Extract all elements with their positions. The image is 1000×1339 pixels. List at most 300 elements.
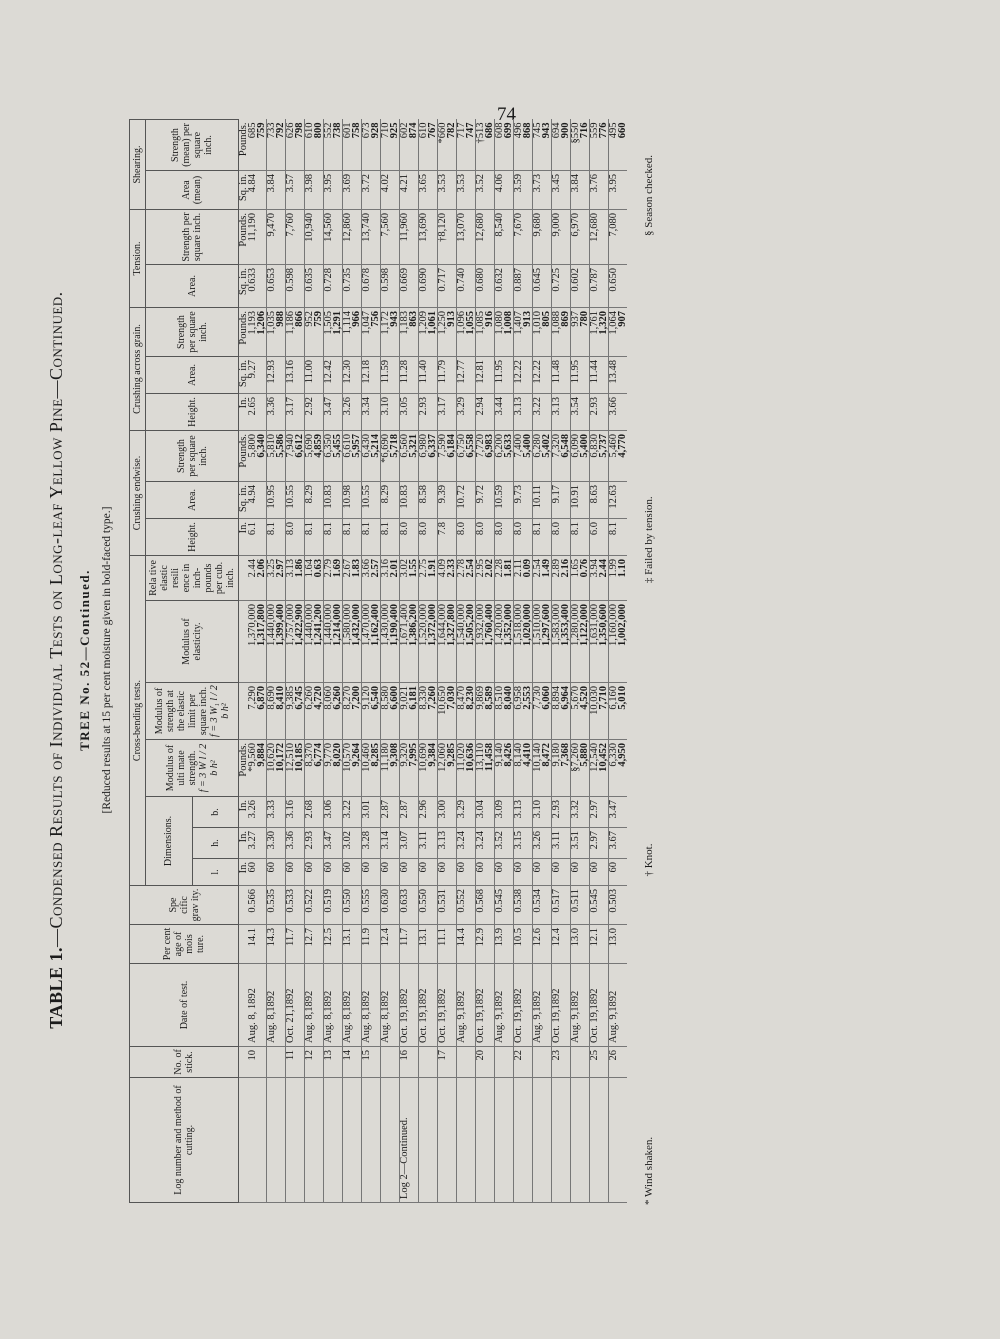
s-strength-raw: *660 <box>437 122 448 144</box>
height-value: 3.07 <box>399 831 410 850</box>
s-strength-raw: 673 <box>361 122 372 139</box>
cell-ca-area <box>438 357 457 394</box>
s-strength-reduced: 747 <box>465 122 476 139</box>
ca-area-value: 13.48 <box>608 360 619 384</box>
moisture-value: 12.1 <box>589 928 600 947</box>
ce-height-value: 8.0 <box>456 522 467 536</box>
elasticity-raw: 1,470,000 <box>361 604 372 646</box>
ce-height-value: 8.1 <box>361 522 372 536</box>
elastic-limit-raw: 10,030 <box>589 686 600 715</box>
cell-t-strength <box>514 210 533 265</box>
cell-b <box>571 797 590 828</box>
gravity-value: 0.533 <box>285 889 296 913</box>
ca-strength-raw: 1,080 <box>494 311 505 335</box>
cell-t-strength <box>590 210 609 265</box>
length-value: 60 <box>475 862 486 873</box>
ce-area-value: 4.94 <box>247 485 258 504</box>
ce-height-value: 8.0 <box>399 522 410 536</box>
ce-height-value: 8.1 <box>380 522 391 536</box>
cell-ce-area <box>457 482 476 519</box>
s-strength-reduced: 759 <box>256 122 267 139</box>
length-value: 60 <box>285 862 296 873</box>
table-row <box>533 120 552 1203</box>
footnote-knot: † Knot. <box>643 843 655 877</box>
cell-resilience <box>571 556 590 601</box>
cell-ca-height <box>305 394 324 431</box>
cell-ca-area <box>457 357 476 394</box>
cell-ce-height <box>267 519 286 556</box>
cell-ce-strength <box>305 431 324 482</box>
s-strength-raw: 685 <box>247 122 258 139</box>
ca-height-value: 3.47 <box>323 397 334 416</box>
ce-strength-reduced: 5,400 <box>579 434 590 458</box>
breadth-value: 3.32 <box>570 800 581 819</box>
cell-s-strength <box>552 120 571 171</box>
col-resilience: Rela tive elastic resili ence in inch- pounds per cub. inch. <box>146 556 239 601</box>
rupture-reduced: 10,185 <box>294 743 305 772</box>
unit-ca-height: In. <box>239 394 249 431</box>
elastic-limit-reduced: 7,030 <box>446 686 457 710</box>
ce-strength-reduced: 6,983 <box>484 434 495 458</box>
ca-strength-reduced: 866 <box>294 311 305 327</box>
cell-elasticity <box>533 601 552 683</box>
s-strength-raw: 710 <box>380 122 391 139</box>
cell-s-strength <box>514 120 533 171</box>
cell-ca-height <box>381 394 400 431</box>
date-day-year: 8,1892 <box>380 990 391 1020</box>
footnotes <box>643 155 655 1205</box>
stick-number: 13 <box>323 1050 334 1061</box>
gravity-value: 0.545 <box>589 889 600 913</box>
cell-l <box>590 859 609 886</box>
cell-rupture <box>400 740 419 797</box>
elastic-limit-reduced: 4,720 <box>313 686 324 710</box>
rupture-raw: 10,690 <box>418 743 429 772</box>
cell-l <box>267 859 286 886</box>
cell-elasticity <box>381 601 400 683</box>
col-ca-area: Area. <box>146 357 239 394</box>
cell-date <box>248 964 267 1047</box>
resilience-reduced: 1.91 <box>427 559 438 578</box>
t-area-value: 0.653 <box>266 268 277 292</box>
cell-elastic-limit <box>609 683 628 740</box>
cell-ca-height <box>362 394 381 431</box>
table-row <box>590 120 609 1203</box>
cell-t-strength <box>533 210 552 265</box>
cell-moisture <box>267 925 286 964</box>
cell-date <box>324 964 343 1047</box>
cell-ca-height <box>324 394 343 431</box>
height-value: 3.36 <box>285 831 296 850</box>
ce-area-value: 10.55 <box>285 485 296 509</box>
cell-ce-strength <box>267 431 286 482</box>
ca-strength-reduced: 780 <box>579 311 590 327</box>
rupture-raw: 10,460 <box>361 743 372 772</box>
cell-moisture <box>248 925 267 964</box>
cell-h <box>533 828 552 859</box>
elasticity-reduced: 1,505,200 <box>465 604 476 646</box>
cell-gravity <box>514 886 533 925</box>
length-value: 60 <box>399 862 410 873</box>
cell-ce-height <box>343 519 362 556</box>
cell-ce-height <box>476 519 495 556</box>
cell-gravity <box>533 886 552 925</box>
cell-ce-strength <box>590 431 609 482</box>
date-day-year: 9,1892 <box>570 990 581 1020</box>
cell-ca-strength <box>362 308 381 357</box>
resilience-reduced: 0.09 <box>522 559 533 578</box>
cell-ce-strength <box>438 431 457 482</box>
cell-moisture <box>609 925 628 964</box>
cell-gravity <box>609 886 628 925</box>
gravity-value: 0.550 <box>342 889 353 913</box>
cell-ce-area <box>533 482 552 519</box>
ca-strength-reduced: 916 <box>484 311 495 327</box>
cell-ce-height <box>495 519 514 556</box>
length-value: 60 <box>361 862 372 873</box>
ce-strength-raw: 6,560 <box>399 434 410 458</box>
cell-ce-area <box>286 482 305 519</box>
date-month: Oct. <box>437 1025 448 1043</box>
cell-ca-area <box>305 357 324 394</box>
length-value: 60 <box>437 862 448 873</box>
cell-ca-height <box>533 394 552 431</box>
cell-elasticity <box>267 601 286 683</box>
s-strength-reduced: 900 <box>560 122 571 139</box>
resilience-reduced: 2.57 <box>370 559 381 578</box>
date-day-year: 19,1892 <box>513 988 524 1023</box>
height-value: 3.27 <box>247 831 258 850</box>
resilience-reduced: 1.81 <box>503 559 514 578</box>
cell-ce-strength <box>514 431 533 482</box>
cell-stick <box>286 1047 305 1078</box>
elastic-limit-reduced: 6,600 <box>389 686 400 710</box>
cell-elasticity <box>305 601 324 683</box>
cell-ca-strength <box>324 308 343 357</box>
rupture-raw: 10,570 <box>342 743 353 772</box>
ca-strength-reduced: 1,320 <box>598 311 609 335</box>
s-strength-raw: 602 <box>399 122 410 139</box>
ce-area-value: 8.29 <box>380 485 391 504</box>
resilience-raw: 3.13 <box>285 559 296 578</box>
rupture-raw: 9,770 <box>323 743 334 767</box>
cell-t-strength <box>438 210 457 265</box>
resilience-reduced: 1.83 <box>351 559 362 578</box>
elastic-limit-raw: 8,510 <box>494 686 505 710</box>
t-area-value: 0.645 <box>532 268 543 292</box>
cell-stick <box>609 1047 628 1078</box>
cell-gravity <box>324 886 343 925</box>
cell-rupture <box>552 740 571 797</box>
ce-area-value: 10.11 <box>532 485 543 509</box>
date-day-year: 9,1892 <box>532 990 543 1020</box>
ca-height-value: 3.17 <box>437 397 448 416</box>
elastic-limit-raw: 8,894 <box>551 686 562 710</box>
cell-t-strength <box>381 210 400 265</box>
cell-moisture <box>419 925 438 964</box>
elasticity-raw: 1,520,000 <box>418 604 429 646</box>
ca-height-value: 3.54 <box>570 397 581 416</box>
rupture-reduced: 4,950 <box>617 743 628 767</box>
t-strength-value: 12,680 <box>475 213 486 242</box>
stick-number: 11 <box>285 1050 296 1061</box>
ce-strength-reduced: 6,337 <box>427 434 438 458</box>
log-label: Log 2—Continued. <box>399 1117 410 1199</box>
ce-strength-reduced: 5,455 <box>332 434 343 458</box>
cell-log <box>324 1078 343 1203</box>
ca-strength-reduced: 1,206 <box>256 311 267 335</box>
gravity-value: 0.517 <box>551 889 562 913</box>
table-row <box>552 120 571 1203</box>
cell-s-strength <box>324 120 343 171</box>
cell-ce-strength <box>476 431 495 482</box>
cell-gravity <box>286 886 305 925</box>
cell-log <box>419 1078 438 1203</box>
cell-t-area <box>476 265 495 308</box>
date-day-year: 9,1892 <box>456 990 467 1020</box>
cell-resilience <box>419 556 438 601</box>
cell-h <box>590 828 609 859</box>
col-rupture <box>146 740 239 797</box>
elasticity-reduced: 1,422,900 <box>294 604 305 646</box>
cell-t-area <box>248 265 267 308</box>
moisture-value: 11.9 <box>361 928 372 946</box>
cell-moisture <box>590 925 609 964</box>
cell-elastic-limit <box>457 683 476 740</box>
ce-area-value: 9.39 <box>437 485 448 504</box>
cell-log <box>438 1078 457 1203</box>
cell-h <box>343 828 362 859</box>
ca-area-value: 9.27 <box>247 360 258 379</box>
ce-strength-reduced: 5,214 <box>370 434 381 458</box>
elastic-limit-raw: 7,730 <box>532 686 543 710</box>
cell-ce-area <box>438 482 457 519</box>
ca-height-value: 2.92 <box>304 397 315 416</box>
cell-elasticity <box>438 601 457 683</box>
cell-ca-strength <box>457 308 476 357</box>
col-b: b. <box>192 797 239 828</box>
cell-ce-strength <box>457 431 476 482</box>
cell-b <box>305 797 324 828</box>
col-ca-strength: Strength per square inch. <box>146 308 239 357</box>
cell-rupture <box>381 740 400 797</box>
cell-ca-height <box>476 394 495 431</box>
table-note: [Reduced results at 15 per cent moisture given in bold-faced type.] <box>101 506 113 814</box>
cell-gravity <box>495 886 514 925</box>
s-strength-reduced: 868 <box>522 122 533 139</box>
length-value: 60 <box>608 862 619 873</box>
col-rupture-formula: f = 3 W l / 2 b h² <box>197 743 220 793</box>
cell-date <box>286 964 305 1047</box>
ce-strength-reduced: 5,586 <box>275 434 286 458</box>
rupture-raw: 12,510 <box>285 743 296 772</box>
ca-height-value: 2.94 <box>475 397 486 416</box>
cell-ca-height <box>400 394 419 431</box>
height-value: 3.52 <box>494 831 505 850</box>
cell-stick <box>533 1047 552 1078</box>
cell-gravity <box>571 886 590 925</box>
ca-strength-raw: 1,096 <box>456 311 467 335</box>
unit-ce-height: In. <box>239 519 249 556</box>
elasticity-reduced: 1,352,000 <box>503 604 514 646</box>
t-area-value: 0.728 <box>323 268 334 292</box>
col-h: h. <box>192 828 239 859</box>
table-row <box>286 120 305 1203</box>
moisture-value: 12.6 <box>532 928 543 947</box>
ca-strength-raw: 1,193 <box>247 311 258 335</box>
ca-height-value: 2.65 <box>247 397 258 416</box>
cell-log <box>514 1078 533 1203</box>
ca-strength-raw: 1,209 <box>418 311 429 335</box>
height-value: 3.30 <box>266 831 277 850</box>
length-value: 60 <box>380 862 391 873</box>
ce-strength-reduced: 5,737 <box>598 434 609 458</box>
cell-ce-strength <box>495 431 514 482</box>
cell-moisture <box>400 925 419 964</box>
table-row <box>609 120 628 1203</box>
cell-ce-area <box>305 482 324 519</box>
elasticity-raw: 1,583,000 <box>551 604 562 646</box>
cell-ca-strength <box>552 308 571 357</box>
ca-area-value: 11.95 <box>494 360 505 384</box>
s-area-value: 3.72 <box>361 174 372 193</box>
table-title <box>46 95 67 1225</box>
cell-ca-height <box>609 394 628 431</box>
ce-height-value: 6.1 <box>247 522 258 536</box>
t-strength-value: 13,070 <box>456 213 467 242</box>
resilience-reduced: 0.63 <box>313 559 324 578</box>
height-value: 3.28 <box>361 831 372 850</box>
cell-ca-strength <box>343 308 362 357</box>
moisture-value: 13.0 <box>570 928 581 947</box>
cell-stick <box>362 1047 381 1078</box>
cell-log <box>343 1078 362 1203</box>
ca-area-value: 11.59 <box>380 360 391 384</box>
cell-b <box>381 797 400 828</box>
date-day-year: 8,1892 <box>342 990 353 1020</box>
rupture-reduced: 5,880 <box>579 743 590 767</box>
t-strength-value: 7,560 <box>380 213 391 237</box>
breadth-value: 2.97 <box>589 800 600 819</box>
cell-gravity <box>305 886 324 925</box>
resilience-raw: 2.78 <box>456 559 467 578</box>
cell-log <box>362 1078 381 1203</box>
cell-s-strength <box>419 120 438 171</box>
cell-s-strength <box>362 120 381 171</box>
s-strength-raw: 608 <box>494 122 505 139</box>
cell-rupture <box>343 740 362 797</box>
elasticity-raw: 1,280,000 <box>570 604 581 646</box>
ca-strength-reduced: 1,008 <box>503 311 514 335</box>
rupture-reduced: 7,368 <box>560 743 571 767</box>
cell-l <box>381 859 400 886</box>
ce-strength-raw: 5,810 <box>266 434 277 458</box>
cell-s-area <box>495 171 514 210</box>
height-value: 2.93 <box>304 831 315 850</box>
ce-area-value: 10.98 <box>342 485 353 509</box>
t-strength-value: 9,680 <box>532 213 543 237</box>
t-area-value: 0.669 <box>399 268 410 292</box>
breadth-value: 2.68 <box>304 800 315 819</box>
cell-ca-area <box>343 357 362 394</box>
s-strength-raw: 601 <box>342 122 353 139</box>
cell-log <box>286 1078 305 1203</box>
t-strength-value: 14,560 <box>323 213 334 242</box>
height-value: 3.14 <box>380 831 391 850</box>
cell-ca-strength <box>267 308 286 357</box>
cell-s-area <box>362 171 381 210</box>
cell-l <box>495 859 514 886</box>
cell-stick <box>267 1047 286 1078</box>
unit-l: In. <box>239 859 249 886</box>
ca-area-value: 11.00 <box>304 360 315 384</box>
ce-area-value: 10.91 <box>570 485 581 509</box>
cell-s-area <box>286 171 305 210</box>
s-strength-reduced: 660 <box>617 122 628 139</box>
resilience-reduced: 2.06 <box>256 559 267 578</box>
cell-t-area <box>400 265 419 308</box>
unit-ce-strength: Pounds. <box>239 431 249 482</box>
cell-elastic-limit <box>286 683 305 740</box>
cell-stick <box>381 1047 400 1078</box>
cell-elastic-limit <box>476 683 495 740</box>
date-month: Aug. <box>323 1022 334 1043</box>
cell-date <box>343 964 362 1047</box>
cell-stick <box>400 1047 419 1078</box>
stick-number: 15 <box>361 1050 372 1061</box>
elastic-limit-raw: 8,470 <box>456 686 467 710</box>
cell-s-strength <box>248 120 267 171</box>
cell-ca-area <box>362 357 381 394</box>
cell-s-strength <box>533 120 552 171</box>
ce-height-value: 8.1 <box>570 522 581 536</box>
height-value: 3.13 <box>437 831 448 850</box>
gravity-value: 0.538 <box>513 889 524 913</box>
date-month: Aug. <box>570 1022 581 1043</box>
cell-gravity <box>248 886 267 925</box>
cell-date <box>476 964 495 1047</box>
cell-ca-area <box>248 357 267 394</box>
cell-log <box>248 1078 267 1203</box>
cell-t-strength <box>400 210 419 265</box>
s-strength-reduced: 782 <box>446 122 457 139</box>
cell-ce-height <box>609 519 628 556</box>
ca-strength-raw: 1,761 <box>589 311 600 335</box>
elastic-limit-raw: 8,330 <box>418 686 429 710</box>
table-row <box>571 120 590 1203</box>
cell-gravity <box>590 886 609 925</box>
rupture-reduced: 4,410 <box>522 743 533 767</box>
cell-resilience <box>495 556 514 601</box>
cell-l <box>514 859 533 886</box>
cell-stick <box>552 1047 571 1078</box>
table-subtitle: TREE No. 52—Continued. <box>77 569 92 751</box>
cell-ce-height <box>381 519 400 556</box>
cell-elastic-limit <box>571 683 590 740</box>
ca-strength-raw: 1,114 <box>342 311 353 335</box>
cell-t-strength <box>324 210 343 265</box>
rupture-raw: §7,260 <box>570 743 581 772</box>
height-value: 3.11 <box>551 831 562 849</box>
cell-rupture <box>514 740 533 797</box>
col-stick: No. of stick. <box>130 1047 239 1078</box>
ce-strength-raw: 6,350 <box>323 434 334 458</box>
cell-h <box>381 828 400 859</box>
cell-t-strength <box>476 210 495 265</box>
s-area-value: 3.84 <box>266 174 277 193</box>
elastic-limit-reduced: 6,060 <box>541 686 552 710</box>
cell-resilience <box>324 556 343 601</box>
